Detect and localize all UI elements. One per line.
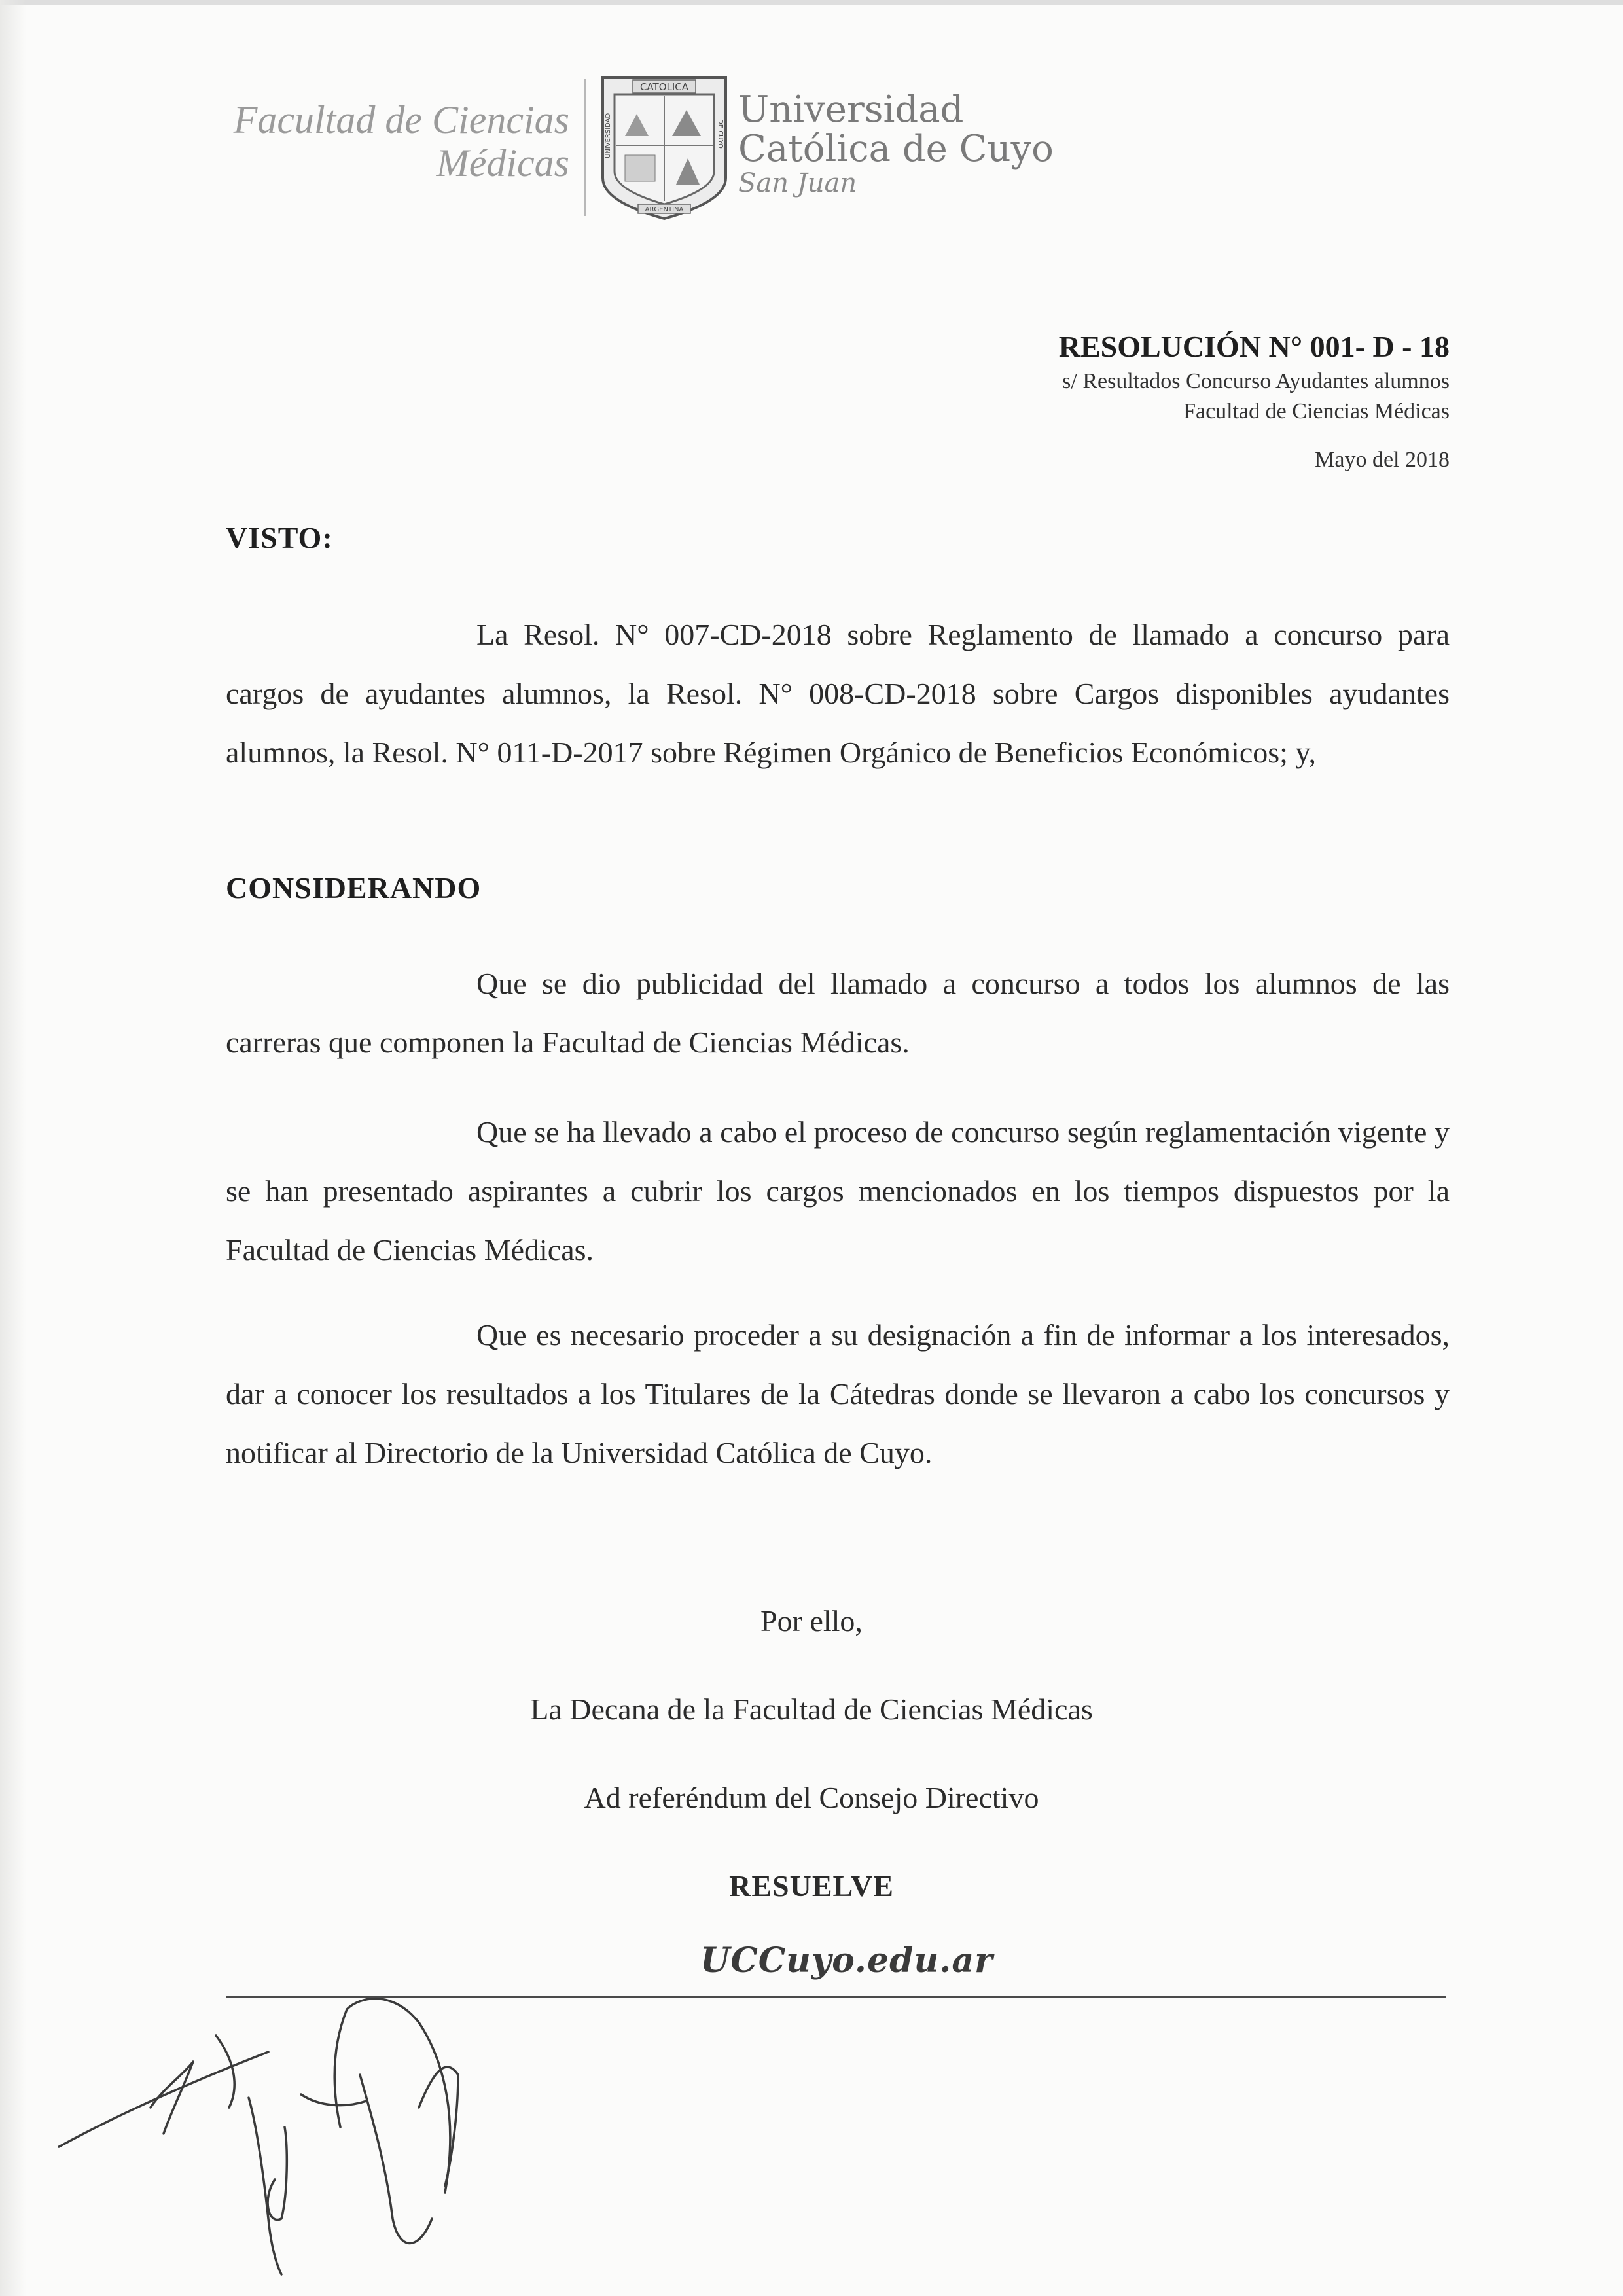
considerando-paragraph-1: Que se dio publicidad del llamado a concurso a todos los alumnos de las carreras que componen la Facultad de Ciencias Médicas.	[226, 967, 1450, 1059]
university-name-line1: Universidad	[738, 88, 964, 131]
seal-right-text: DE CUYO	[717, 119, 724, 149]
considerando-paragraph-2: Que se ha llevado a cabo el proceso de concurso según reglamentación vigente y se han presentado aspirantes a cubrir los cargos mencionados en los tiempos dispuestos por la Facultad de Ciencias Médicas.	[226, 1115, 1450, 1266]
resuelve-heading: RESUELVE	[729, 1869, 894, 1903]
seal-bottom-text: ARGENTINA	[645, 206, 684, 213]
university-seal-icon	[599, 73, 730, 221]
resolution-date: Mayo del 2018	[1315, 448, 1450, 472]
considerando-paragraph-3: Que es necesario proceder a su designación a fin de informar a los interesados, dar a conocer los resultados a los Titulares de la Cátedras donde se llevaron a cabo los concursos y notificar al Directorio de la Universidad Católica de Cuyo.	[226, 1318, 1450, 1469]
footer-url: UCCuyo.edu.ar	[700, 1941, 993, 1981]
university-city: San Juan	[738, 168, 857, 198]
scan-shadow	[0, 0, 26, 2296]
faculty-name-line1: Facultad de Ciencias	[233, 98, 569, 141]
resolution-block	[1059, 327, 1450, 475]
visto-paragraph: La Resol. N° 007-CD-2018 sobre Reglamento de llamado a concurso para cargos de ayudantes alumnos, la Resol. N° 008-CD-2018 sobre Cargos disponibles ayudantes alumnos, la Resol. N° 011-D-2017 sobre Régimen Orgánico de Beneficios Económicos; y,	[226, 618, 1450, 769]
ad-referendum-line: Ad referéndum del Consejo Directivo	[584, 1781, 1039, 1814]
considerando-heading: CONSIDERANDO	[226, 871, 482, 905]
university-name	[738, 90, 1054, 198]
faculty-name	[196, 98, 569, 185]
decana-line: La Decana de la Facultad de Ciencias Médicas	[530, 1693, 1093, 1726]
handwritten-signature	[52, 1911, 524, 2278]
resolution-title: RESOLUCIÓN N° 001- D - 18	[1058, 330, 1450, 363]
faculty-name-line2: Médicas	[436, 141, 569, 185]
scan-border	[0, 0, 1623, 5]
seal-left-text: UNIVERSIDAD	[605, 113, 612, 158]
university-name-line2: Católica de Cuyo	[738, 128, 1054, 170]
por-ello: Por ello,	[760, 1604, 863, 1638]
header-divider	[584, 79, 586, 216]
visto-heading: VISTO:	[226, 521, 333, 554]
resolution-subject-line1: s/ Resultados Concurso Ayudantes alumnos	[1062, 369, 1450, 393]
seal-top-text: CATOLICA	[639, 81, 689, 93]
resolution-subject-line2: Facultad de Ciencias Médicas	[1183, 399, 1450, 423]
